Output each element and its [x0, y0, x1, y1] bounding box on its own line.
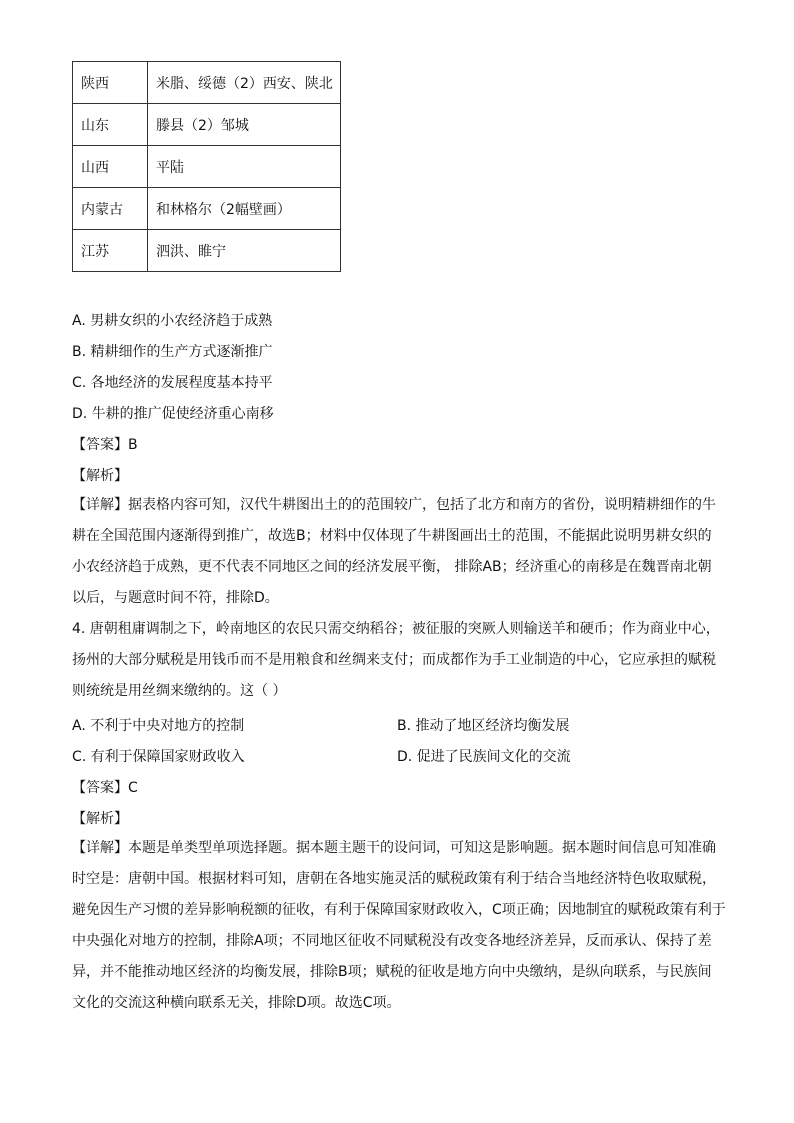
q3-option-a: A. 男耕女织的小农经济趋于成熟: [72, 313, 273, 329]
q3-option-c: C. 各地经济的发展程度基本持平: [72, 375, 273, 391]
q4-stem-line: 扬州的大部分赋税是用钱币而不是用粮食和丝绸来支付；而成都作为手工业制造的中心，它应承担的赋税: [72, 652, 716, 668]
q4-option-d: D. 促进了民族间文化的交流: [397, 749, 571, 765]
table-row: [73, 146, 341, 188]
sites-cell: 和林格尔（2幅壁画）: [148, 188, 341, 230]
q3-detail-line: 【详解】据表格内容可知，汉代牛耕图出土的的范围较广，包括了北方和南方的省份，说明精耕细作的牛: [72, 497, 716, 513]
q4-option-a: A. 不利于中央对地方的控制: [72, 718, 245, 734]
q4-stem-line: 则统统是用丝绸来缴纳的。这（ ）: [72, 683, 287, 699]
sites-cell: 米脂、绥德（2）西安、陕北: [148, 62, 341, 104]
q4-detail-line: 时空是：唐朝中国。根据材料可知，唐朝在各地实施灵活的赋税政策有利于结合当地经济特色收取赋税，: [72, 871, 716, 887]
q4-detail-line: 【详解】本题是单类型单项选择题。据本题主题干的设问词，可知这是影响题。据本题时间信息可知准确: [72, 840, 716, 856]
q4-detail-line: 异，并不能推动地区经济的均衡发展，排除B项；赋税的征收是地方向中央缴纳，是纵向联系，与民族间: [72, 964, 712, 980]
q4-stem: [72, 614, 722, 707]
table-row: [73, 104, 341, 146]
q4-detail-line: 文化的交流这种横向联系无关，排除D项。故选C项。: [72, 995, 401, 1011]
province-cell: 江苏: [73, 230, 148, 272]
table-row: [73, 188, 341, 230]
q3-option-d: D. 牛耕的推广促使经济重心南移: [72, 406, 274, 422]
q3-detail-line: 小农经济趋于成熟，更不代表不同地区之间的经济发展平衡， 排除AB；经济重心的南移是在魏晋南北朝: [72, 559, 712, 575]
q4-detail: [72, 833, 726, 1019]
q4-option-b: B. 推动了地区经济均衡发展: [397, 718, 570, 734]
sites-cell: 平陆: [148, 146, 341, 188]
q4-option-c: C. 有利于保障国家财政收入: [72, 749, 245, 765]
table-row: [73, 230, 341, 272]
province-cell: 山西: [73, 146, 148, 188]
province-cell: 山东: [73, 104, 148, 146]
sites-cell: 滕县（2）邹城: [148, 104, 341, 146]
q3-detail-line: 以后，与题意时间不符，排除D。: [72, 590, 279, 606]
q3-analysis-label: 【解析】: [72, 468, 128, 484]
sites-cell: 泗洪、睢宁: [148, 230, 341, 272]
province-cell: 陕西: [73, 62, 148, 104]
q4-analysis-label: 【解析】: [72, 811, 128, 827]
q3-detail: [72, 490, 722, 614]
q4-answer: 【答案】C: [72, 780, 138, 796]
q3-option-b: B. 精耕细作的生产方式逐渐推广: [72, 344, 273, 360]
q4-detail-line: 避免因生产习惯的差异影响税额的征收，有利于保障国家财政收入，C项正确；因地制宜的赋税政策有利于: [72, 902, 726, 918]
q4-detail-line: 中央强化对地方的控制，排除A项；不同地区征收不同赋税没有改变各地经济差异，反而承认、保持了差: [72, 933, 712, 949]
q4-stem-line: 4. 唐朝租庸调制之下，岭南地区的农民只需交纳稻谷；被征服的突厥人则输送羊和硬币；作为商业中心，: [72, 621, 720, 637]
niugeng-sites-table: [72, 61, 341, 272]
table-row: [73, 62, 341, 104]
province-cell: 内蒙古: [73, 188, 148, 230]
q3-detail-line: 耕在全国范围内逐渐得到推广，故选B；材料中仅体现了牛耕图画出土的范围，不能据此说明男耕女织的: [72, 528, 712, 544]
q3-answer: 【答案】B: [72, 437, 138, 453]
